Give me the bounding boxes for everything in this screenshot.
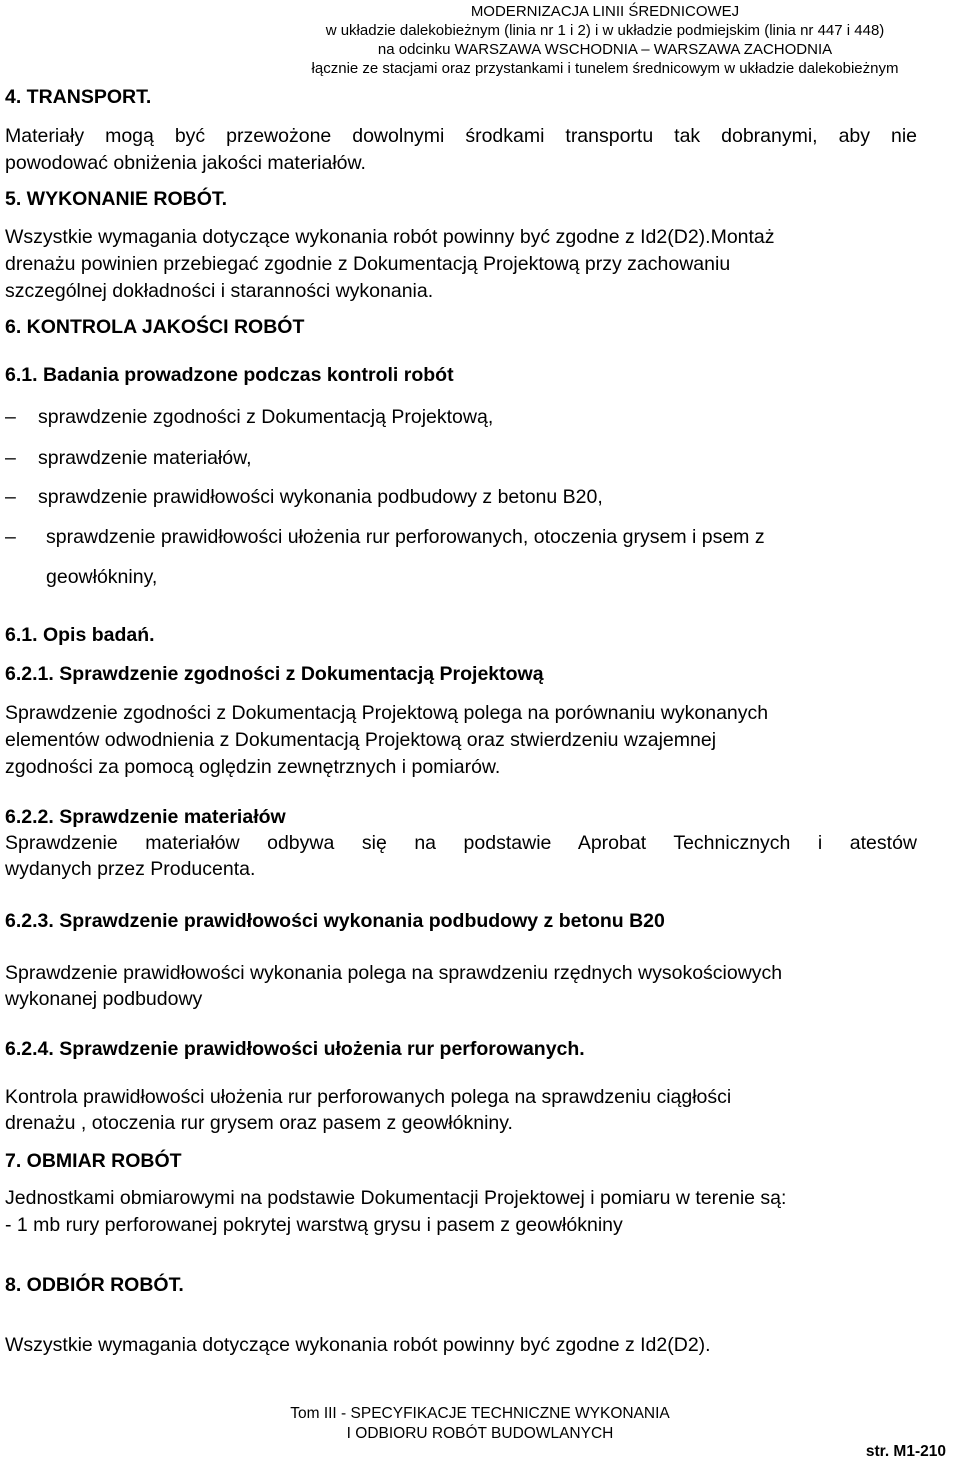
section-6-2-3-heading: 6.2.3. Sprawdzenie prawidłowości wykonania podbudowy z betonu B20 xyxy=(5,910,665,932)
section-7-line-1: Jednostkami obmiarowymi na podstawie Dokumentacji Projektowej i pomiaru w terenie są: xyxy=(5,1187,787,1209)
bullet-item: sprawdzenie zgodności z Dokumentacją Projektową, xyxy=(38,406,494,428)
bullet-dash: – xyxy=(5,526,16,548)
section-4-text-line-2: powodować obniżenia jakości materiałów. xyxy=(5,152,366,174)
section-4-heading: 4. TRANSPORT. xyxy=(5,86,152,108)
section-8-line-1: Wszystkie wymagania dotyczące wykonania robót powinny być zgodne z Id2(D2). xyxy=(5,1334,711,1356)
section-6-2-2-line-1: Sprawdzenie materiałów odbywa się na podstawie Aprobat Technicznych i atestów xyxy=(5,832,917,854)
section-7-heading: 7. OBMIAR ROBÓT xyxy=(5,1150,182,1172)
footer-line-1: Tom III - SPECYFIKACJE TECHNICZNE WYKONANIA xyxy=(290,1405,670,1422)
section-6-2-1-heading: 6.2.1. Sprawdzenie zgodności z Dokumentacją Projektową xyxy=(5,663,544,685)
section-6-2-1-line-3: zgodności za pomocą oględzin zewnętrznych i pomiarów. xyxy=(5,756,501,778)
page-number: str. M1-210 xyxy=(865,1443,946,1460)
header-line-2: w układzie dalekobieżnym (linia nr 1 i 2) i w układzie podmiejskim (linia nr 447 i 448) xyxy=(325,22,885,39)
bullet-item: sprawdzenie prawidłowości wykonania podbudowy z betonu B20, xyxy=(38,486,603,508)
section-6-2-1-line-2: elementów odwodnienia z Dokumentacją Projektową oraz stwierdzeniu wzajemnej xyxy=(5,729,717,751)
section-5-text-line-1: Wszystkie wymagania dotyczące wykonania robót powinny być zgodne z Id2(D2).Montaż xyxy=(5,226,775,248)
bullet-item: sprawdzenie materiałów, xyxy=(38,447,252,469)
section-6-2-4-line-2: drenażu , otoczenia rur grysem oraz pasem z geowłókniny. xyxy=(5,1112,513,1134)
section-5-heading: 5. WYKONANIE ROBÓT. xyxy=(5,188,228,210)
section-6-2-4-line-1: Kontrola prawidłowości ułożenia rur perforowanych polega na sprawdzeniu ciągłości xyxy=(5,1086,732,1108)
header-line-1: MODERNIZACJA LINII ŚREDNICOWEJ xyxy=(470,3,740,20)
section-6-2-1-line-1: Sprawdzenie zgodności z Dokumentacją Projektową polega na porównaniu wykonanych xyxy=(5,702,769,724)
bullet-dash: – xyxy=(5,447,16,469)
section-6-heading: 6. KONTROLA JAKOŚCI ROBÓT xyxy=(5,316,305,338)
footer-line-2: I ODBIORU ROBÓT BUDOWLANYCH xyxy=(346,1425,614,1442)
section-6-2-2-line-2: wydanych przez Producenta. xyxy=(5,858,256,880)
section-6-1-opis-heading: 6.1. Opis badań. xyxy=(5,624,155,646)
section-5-text-line-3: szczególnej dokładności i staranności wykonania. xyxy=(5,280,434,302)
header-line-3: na odcinku WARSZAWA WSCHODNIA – WARSZAWA ZACHODNIA xyxy=(377,41,833,58)
bullet-item-continuation: geowłókniny, xyxy=(46,566,158,588)
section-5-text-line-2: drenażu powinien przebiegać zgodnie z Dokumentacją Projektową przy zachowaniu xyxy=(5,253,731,275)
section-6-2-4-heading: 6.2.4. Sprawdzenie prawidłowości ułożenia rur perforowanych. xyxy=(5,1038,585,1060)
section-6-2-2-heading: 6.2.2. Sprawdzenie materiałów xyxy=(5,806,286,828)
header-line-4: łącznie ze stacjami oraz przystankami i tunelem średnicowym w układzie dalekobieżnym xyxy=(311,60,899,77)
page-header xyxy=(0,2,960,78)
section-6-2-3-line-1: Sprawdzenie prawidłowości wykonania polega na sprawdzeniu rzędnych wysokościowych xyxy=(5,962,783,984)
bullet-item: sprawdzenie prawidłowości ułożenia rur perforowanych, otoczenia grysem i psem z xyxy=(46,526,765,548)
section-6-2-3-line-2: wykonanej podbudowy xyxy=(5,988,203,1010)
bullet-dash: – xyxy=(5,486,16,508)
section-4-text-line-1: Materiały mogą być przewożone dowolnymi środkami transportu tak dobranymi, aby nie xyxy=(5,125,917,147)
section-8-heading: 8. ODBIÓR ROBÓT. xyxy=(5,1274,184,1296)
section-7-line-2: - 1 mb rury perforowanej pokrytej warstwą grysu i pasem z geowłókniny xyxy=(5,1214,623,1236)
bullet-dash: – xyxy=(5,406,16,428)
section-6-1-heading: 6.1. Badania prowadzone podczas kontroli robót xyxy=(5,364,454,386)
